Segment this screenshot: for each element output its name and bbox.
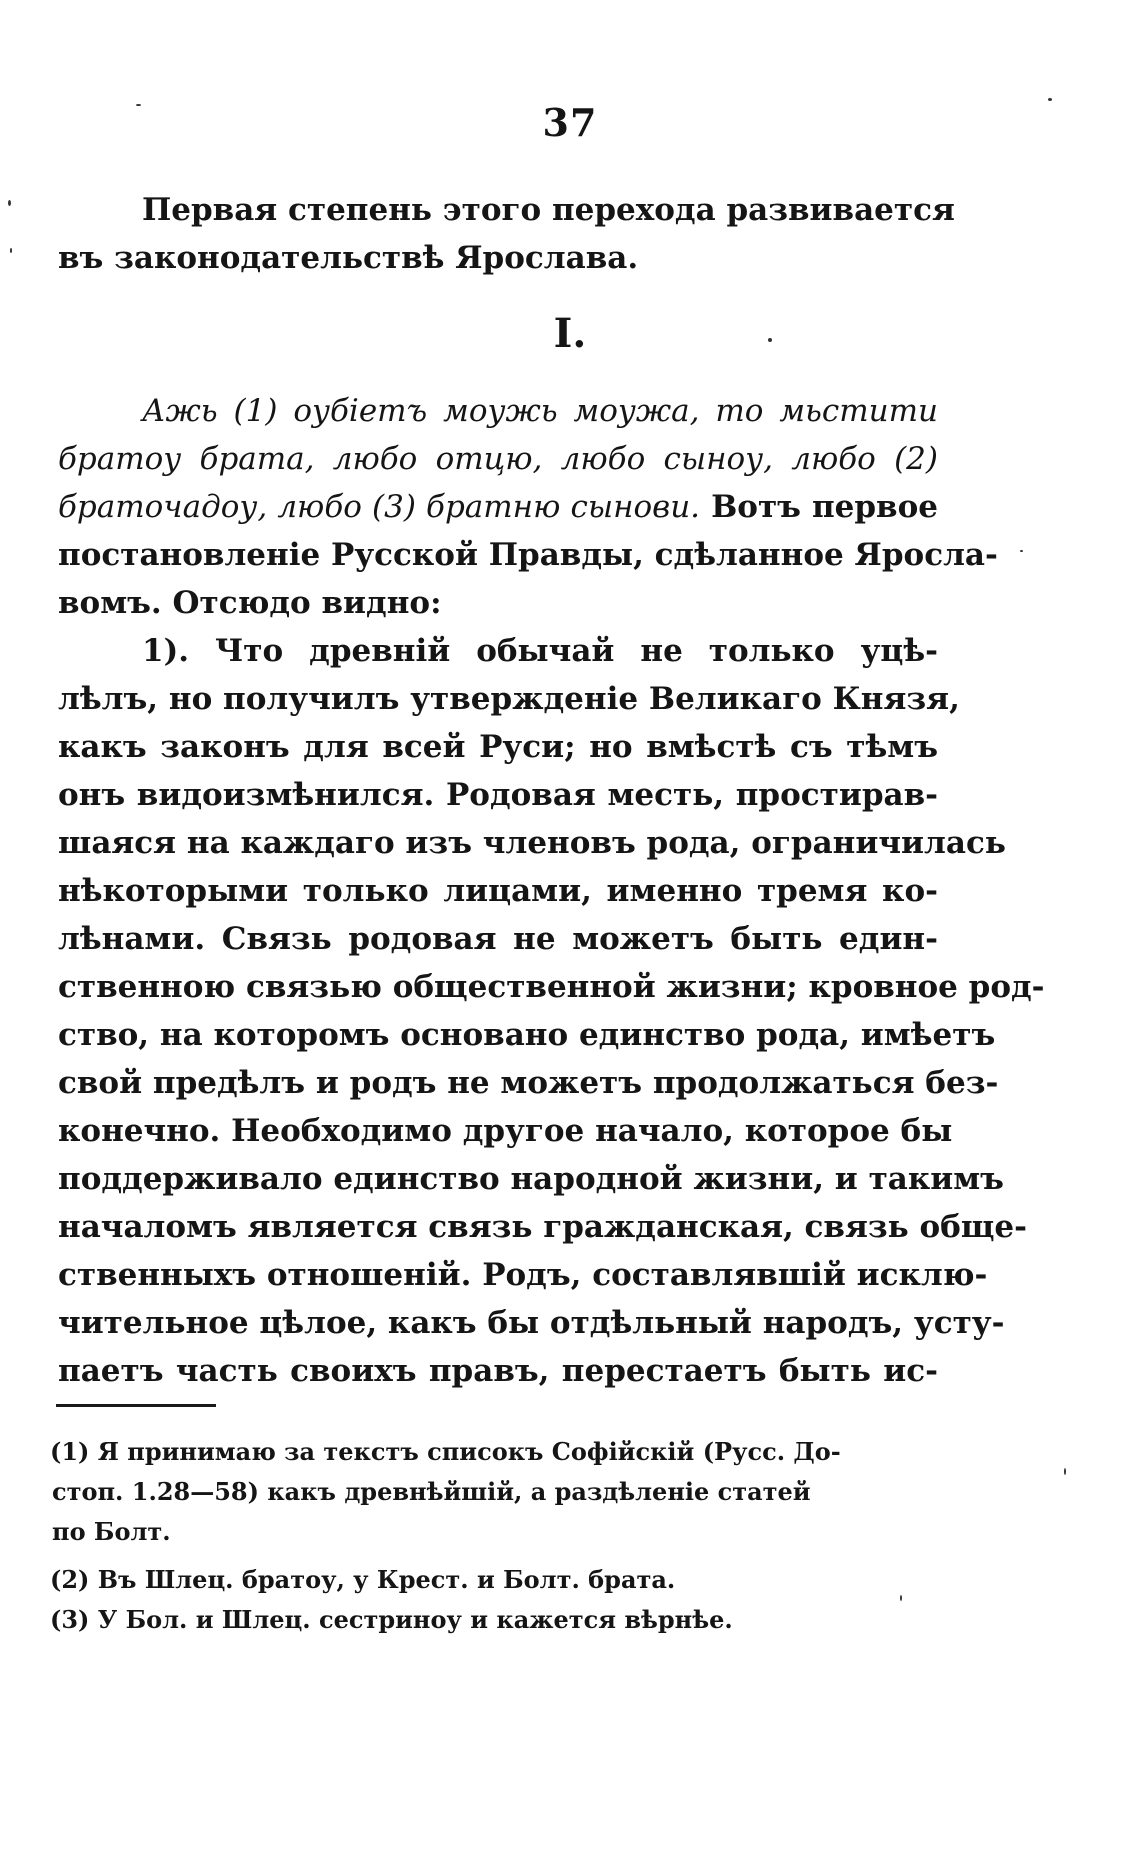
main-paragraph — [58, 387, 1045, 1395]
quote-line: братоу брата, любо отцю, любо сыноу, любо (2) — [58, 441, 938, 477]
text-line: конечно. Необходимо другое начало, которое бы — [58, 1113, 953, 1149]
intro-paragraph — [58, 186, 955, 282]
scan-speck — [136, 104, 141, 106]
text-line: 1). Что древній обычай не только уцѣ- — [142, 633, 938, 669]
text-line: ственною связью общественной жизни; кровное род- — [58, 969, 1045, 1005]
text-line: нѣкоторыми только лицами, именно тремя ко- — [58, 873, 938, 909]
text-line: лѣлъ, но получилъ утвержденіе Великаго Князя, — [58, 681, 960, 717]
quote-fragment: браточадоу, любо (3) братню сынови. — [58, 489, 701, 525]
footnotes — [50, 1432, 930, 1640]
text-line: свой предѣлъ и родъ не можетъ продолжаться без- — [58, 1065, 999, 1101]
scan-speck — [8, 200, 11, 206]
scan-speck — [768, 338, 772, 342]
text-line: Первая степень этого перехода развивается — [142, 192, 955, 228]
text-line: онъ видоизмѣнился. Родовая месть, простирав- — [58, 777, 938, 813]
footnote-2: (2) Въ Шлец. братоу, у Крест. и Болт. брата. — [50, 1565, 676, 1594]
text-fragment: Вотъ первое — [700, 489, 938, 525]
footnote-1: (1) Я принимаю за текстъ списокъ Софійскій (Русс. До- — [50, 1437, 841, 1466]
scan-speck — [10, 248, 12, 253]
footnote-1-continued: по Болт. — [52, 1517, 171, 1546]
mixed-line — [58, 483, 938, 531]
text-line: вомъ. Отсюдо видно: — [58, 585, 442, 621]
text-line: началомъ является связь гражданская, связь обще- — [58, 1209, 1027, 1245]
section-heading: I. — [553, 310, 587, 357]
quote-line: Ажь (1) оубіетъ моужь моужа, то мьстити — [142, 393, 938, 429]
text-line: поддерживало единство народной жизни, и такимъ — [58, 1161, 1004, 1197]
scan-speck — [1048, 98, 1052, 101]
text-line: лѣнами. Связь родовая не можетъ быть един- — [58, 921, 938, 957]
text-line: какъ законъ для всей Руси; но вмѣстѣ съ тѣмъ — [58, 729, 938, 765]
text-line: шаяся на каждаго изъ членовъ рода, ограничилась — [58, 825, 1006, 861]
footnote-3: (3) У Бол. и Шлец. сестриноу и кажется вѣрнѣе. — [50, 1605, 733, 1634]
scan-speck — [1020, 550, 1023, 552]
scan-speck — [1064, 1468, 1066, 1475]
footnote-divider — [56, 1404, 216, 1407]
text-line: чительное цѣлое, какъ бы отдѣльный народъ, усту- — [58, 1305, 1005, 1341]
footnote-1-continued: стоп. 1.28—58) какъ древнѣйшій, а раздѣленіе статей — [52, 1477, 811, 1506]
text-line: ство, на которомъ основано единство рода, имѣетъ — [58, 1017, 996, 1053]
text-line: въ законодательствѣ Ярослава. — [58, 240, 639, 276]
page-number: 37 — [542, 100, 598, 145]
text-line: паетъ часть своихъ правъ, перестаетъ быть ис- — [58, 1353, 938, 1389]
scan-speck — [900, 1595, 902, 1601]
text-line: постановленіе Русской Правды, сдѣланное Яросла- — [58, 537, 998, 573]
text-line: ственныхъ отношеній. Родъ, составлявшій исклю- — [58, 1257, 988, 1293]
